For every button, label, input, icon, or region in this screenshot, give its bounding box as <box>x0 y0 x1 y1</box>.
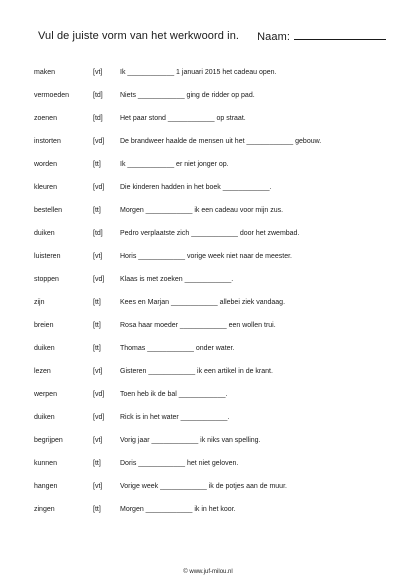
exercise-sentence: Thomas ____________ onder water. <box>120 345 235 352</box>
exercise-verb: breien <box>34 322 54 329</box>
exercise-sentence: Pedro verplaatste zich ____________ door het zwembad. <box>120 230 300 237</box>
exercise-verb: lezen <box>34 368 51 375</box>
worksheet-title: Vul de juiste vorm van het werkwoord in. <box>38 30 240 42</box>
exercise-sentence: Niets ____________ ging de ridder op pad. <box>120 92 255 99</box>
exercise-verb: zingen <box>34 506 55 513</box>
exercise-row <box>0 366 416 378</box>
exercise-sentence: Vorige week ____________ ik de potjes aan de muur. <box>120 483 287 490</box>
exercise-verb: kleuren <box>34 184 57 191</box>
exercise-row <box>0 504 416 516</box>
exercise-verb: stoppen <box>34 276 59 283</box>
exercise-tense-tag: [tt] <box>93 322 101 329</box>
exercise-verb: duiken <box>34 345 55 352</box>
exercise-row <box>0 458 416 470</box>
exercise-row <box>0 320 416 332</box>
exercise-tense-tag: [vd] <box>93 138 105 145</box>
exercise-verb: duiken <box>34 414 55 421</box>
exercise-sentence: Morgen ____________ ik een cadeau voor mijn zus. <box>120 207 284 214</box>
exercise-row <box>0 251 416 263</box>
exercise-row <box>0 389 416 401</box>
name-field <box>257 30 386 43</box>
exercise-sentence: Morgen ____________ ik in het koor. <box>120 506 236 513</box>
exercise-tense-tag: [tt] <box>93 460 101 467</box>
exercise-row <box>0 205 416 217</box>
exercise-tense-tag: [tt] <box>93 161 101 168</box>
exercise-verb: duiken <box>34 230 55 237</box>
exercise-row <box>0 113 416 125</box>
name-label: Naam: <box>257 31 290 43</box>
exercise-verb: bestellen <box>34 207 63 214</box>
exercise-sentence: Gisteren ____________ ik een artikel in de krant. <box>120 368 273 375</box>
exercise-tense-tag: [vt] <box>93 253 103 260</box>
exercise-sentence: Rick is in het water ____________. <box>120 414 230 421</box>
exercise-tense-tag: [tt] <box>93 506 101 513</box>
exercise-tense-tag: [vt] <box>93 368 103 375</box>
exercise-verb: werpen <box>34 391 57 398</box>
exercise-sentence: Klaas is met zoeken ____________. <box>120 276 234 283</box>
exercise-tense-tag: [vt] <box>93 437 103 444</box>
exercise-sentence: Rosa haar moeder ____________ een wollen trui. <box>120 322 276 329</box>
exercise-row <box>0 136 416 148</box>
exercise-row <box>0 435 416 447</box>
exercise-tense-tag: [vd] <box>93 276 105 283</box>
exercise-row <box>0 182 416 194</box>
footer-credit: © www.juf-milou.nl <box>183 569 233 575</box>
exercise-tense-tag: [vd] <box>93 391 105 398</box>
exercise-tense-tag: [vd] <box>93 414 105 421</box>
exercise-tense-tag: [vt] <box>93 483 103 490</box>
exercise-tense-tag: [tt] <box>93 345 101 352</box>
exercise-sentence: Doris ____________ het niet geloven. <box>120 460 239 467</box>
exercise-tense-tag: [td] <box>93 92 103 99</box>
exercise-row <box>0 343 416 355</box>
exercise-tense-tag: [vd] <box>93 184 105 191</box>
exercise-verb: luisteren <box>34 253 61 260</box>
exercise-sentence: Vorig jaar ____________ ik niks van spelling. <box>120 437 261 444</box>
exercise-sentence: Het paar stond ____________ op straat. <box>120 115 246 122</box>
exercise-row <box>0 159 416 171</box>
exercise-sentence: Horis ____________ vorige week niet naar de meester. <box>120 253 292 260</box>
exercise-row <box>0 274 416 286</box>
exercise-tense-tag: [tt] <box>93 207 101 214</box>
exercise-row <box>0 412 416 424</box>
exercise-sentence: Kees en Marjan ____________ allebei ziek vandaag. <box>120 299 286 306</box>
exercise-row <box>0 481 416 493</box>
exercise-sentence: Ik ____________ er niet jonger op. <box>120 161 229 168</box>
exercise-row <box>0 297 416 309</box>
exercise-verb: begrijpen <box>34 437 63 444</box>
exercise-sentence: Die kinderen hadden in het boek ____________. <box>120 184 272 191</box>
exercise-sentence: De brandweer haalde de mensen uit het ____________ gebouw. <box>120 138 322 145</box>
exercise-sentence: Toen heb ik de bal ____________. <box>120 391 228 398</box>
exercise-verb: zoenen <box>34 115 57 122</box>
exercise-verb: hangen <box>34 483 58 490</box>
exercise-verb: instorten <box>34 138 61 145</box>
exercise-row <box>0 67 416 79</box>
exercise-verb: vermoeden <box>34 92 70 99</box>
worksheet-header <box>38 30 386 43</box>
exercise-tense-tag: [td] <box>93 230 103 237</box>
name-blank-line <box>294 30 386 40</box>
exercise-verb: maken <box>34 69 56 76</box>
exercise-row <box>0 90 416 102</box>
exercise-verb: worden <box>34 161 57 168</box>
exercise-tense-tag: [td] <box>93 115 103 122</box>
exercise-tense-tag: [tt] <box>93 299 101 306</box>
exercise-verb: zijn <box>34 299 45 306</box>
exercise-verb: kunnen <box>34 460 57 467</box>
exercise-tense-tag: [vt] <box>93 69 103 76</box>
exercise-sentence: Ik ____________ 1 januari 2015 het cadeau open. <box>120 69 277 76</box>
exercise-row <box>0 228 416 240</box>
